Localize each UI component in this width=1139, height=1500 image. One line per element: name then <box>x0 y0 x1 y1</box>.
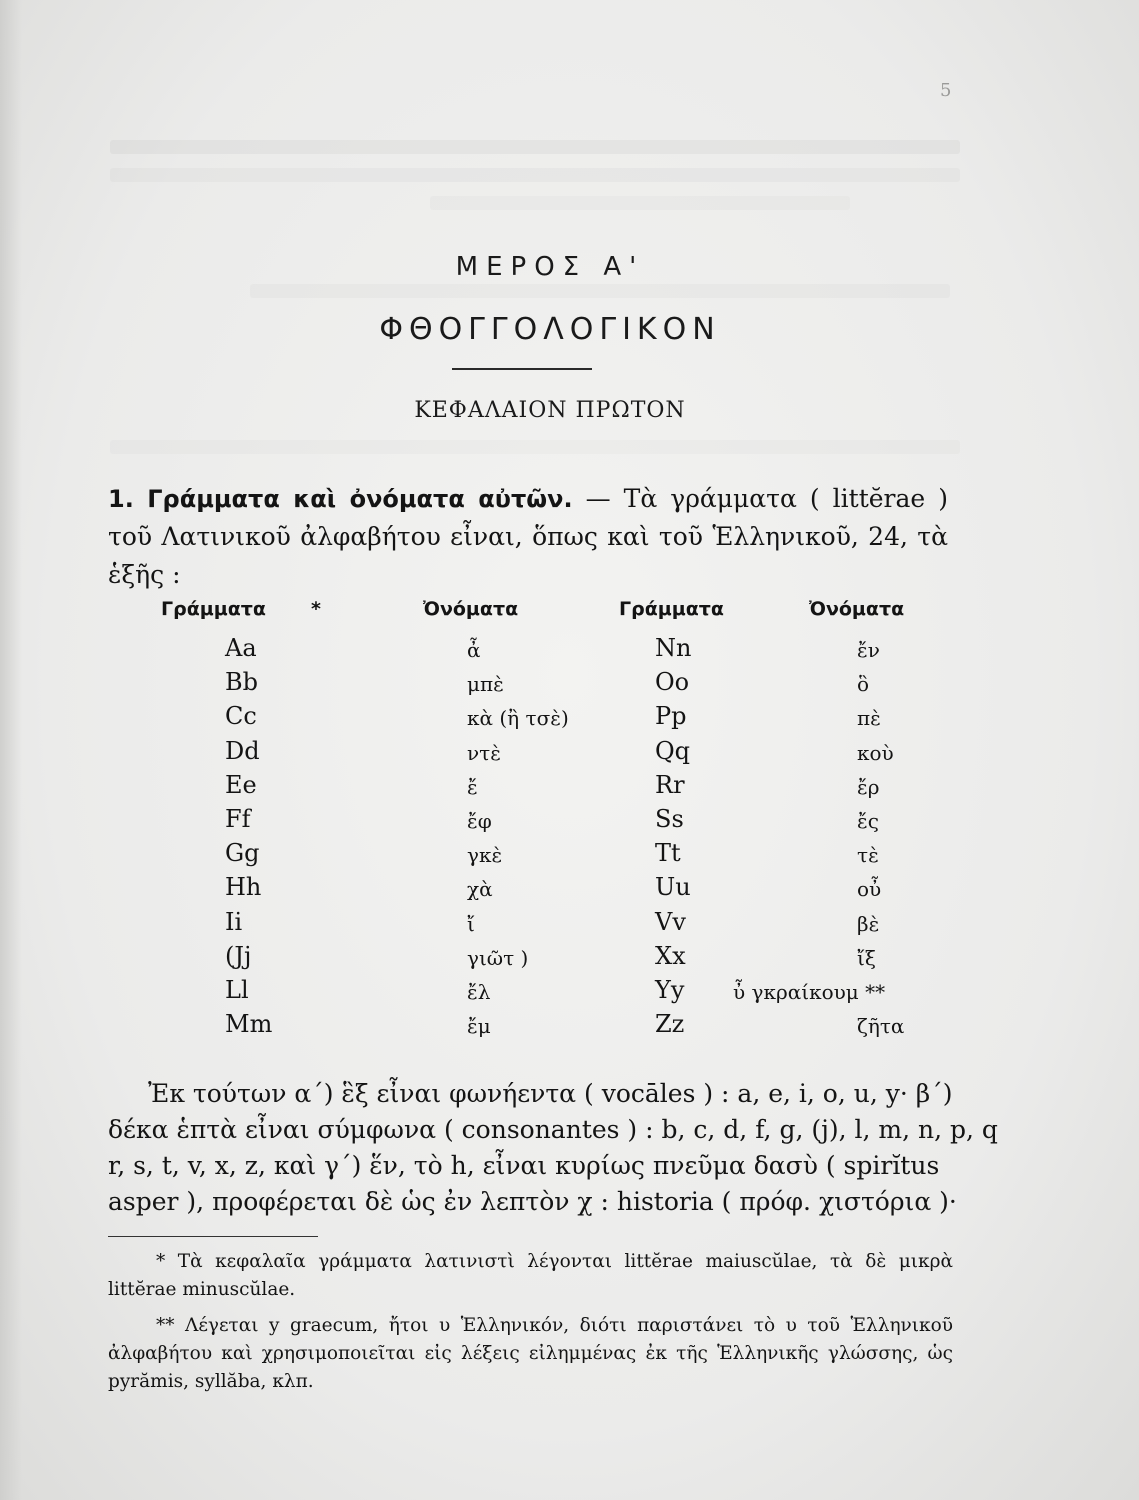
show-through-bleed <box>250 284 950 298</box>
name-cell: ἔφ <box>467 808 492 833</box>
letter-cell: Aa <box>225 634 257 662</box>
header-letters: Γράμματα <box>161 598 266 620</box>
name-cell: οὖ <box>857 877 882 902</box>
name-cell: ἴ <box>467 911 475 936</box>
name-cell: ἆ <box>467 638 481 662</box>
chapter-title: ΚΕΦΑΛΑΙΟΝ ΠΡΩΤΟΝ <box>414 398 686 423</box>
letter-cell: Rr <box>655 770 685 799</box>
show-through-bleed <box>110 140 960 154</box>
header-names: Ὀνόματα <box>423 598 519 620</box>
table-row <box>155 769 945 803</box>
name-cell: ἔ <box>467 774 478 799</box>
name-cell: ἴξ <box>857 945 876 970</box>
part-name: ΦΘΟΓΓΟΛΟΓΙΚΟΝ <box>379 312 721 347</box>
table-row <box>155 700 945 734</box>
letter-cell: Ii <box>225 907 243 936</box>
table-row <box>155 871 945 905</box>
footnotes <box>108 1248 953 1396</box>
letter-cell: Dd <box>225 736 260 765</box>
alphabet-table <box>155 596 945 1042</box>
table-row <box>155 837 945 871</box>
footnote-1: * Τὰ κεφαλαῖα γράμματα λατινιστὶ λέγονται littĕrae maiuscŭlae, τὰ δὲ μικρὰ littĕrae minuscŭlae. <box>108 1251 953 1300</box>
letter-cell: Ll <box>225 975 249 1004</box>
table-row <box>155 940 945 974</box>
table-row <box>155 803 945 837</box>
paragraph-line: Ἐκ τούτων α΄) ἓξ εἶναι φωνήεντα ( vocāles ) : a, e, i, o, u, y· β΄) <box>148 1079 953 1108</box>
name-cell: ἔν <box>857 638 880 662</box>
show-through-bleed <box>430 196 850 210</box>
name-cell: ὃ <box>857 672 870 697</box>
alphabet-table-header <box>155 596 945 632</box>
name-cell: γκὲ <box>467 843 503 868</box>
paragraph-line: δέκα ἑπτὰ εἶναι σύμφωνα ( consonantes ) : b, c, d, f, g, (j), l, m, n, p, q <box>108 1115 998 1144</box>
table-row <box>155 666 945 700</box>
name-cell: ἔρ <box>857 774 880 799</box>
name-cell: ντὲ <box>467 740 501 765</box>
name-cell: γιῶτ ) <box>467 945 529 970</box>
name-cell: ἔμ <box>467 1014 491 1039</box>
letter-cell: Yy <box>655 975 685 1004</box>
letter-cell: Tt <box>655 839 681 868</box>
section-heading: 1. Γράμματα καὶ ὀνόματα αὐτῶν. <box>108 485 573 513</box>
table-row <box>155 1008 945 1042</box>
name-cell: πὲ <box>857 706 881 731</box>
name-cell: ὖ γκραίκουμ ** <box>733 979 886 1004</box>
header-footnote-mark: * <box>311 598 321 620</box>
letter-cell: Qq <box>655 736 691 765</box>
letter-cell: Uu <box>655 873 691 902</box>
letter-cell: (Jj <box>225 941 252 970</box>
intro-text: — Τὰ γράμματα ( littĕrae ) τοῦ Λατινικοῦ ἀλφαβήτου εἶναι, ὅπως καὶ τοῦ Ἑλληνικοῦ, 24, τὰ ἑξῆς : <box>108 484 948 589</box>
letter-cell: Pp <box>655 702 687 731</box>
table-row <box>155 974 945 1008</box>
paragraph-line: r, s, t, v, x, z, καὶ γ΄) ἕν, τὸ h, εἶναι κυρίως πνεῦμα δασὺ ( spirĭtus <box>108 1151 940 1180</box>
name-cell: ἔς <box>857 808 879 833</box>
table-row <box>155 632 945 666</box>
name-cell: κὰ (ἢ τσὲ) <box>467 706 569 731</box>
name-cell: ἔλ <box>467 979 491 1004</box>
vowels-paragraph <box>108 1076 998 1220</box>
part-title: ΜΕΡΟΣ Α' <box>455 252 645 282</box>
name-cell: μπὲ <box>467 672 504 697</box>
name-cell: χὰ <box>467 877 493 902</box>
intro-paragraph <box>108 480 948 594</box>
page-edge-shadow <box>0 0 22 1500</box>
letter-cell: Xx <box>655 941 686 970</box>
name-cell: ζῆτα <box>857 1014 905 1039</box>
letter-cell: Hh <box>225 873 262 902</box>
table-row <box>155 735 945 769</box>
letter-cell: Oo <box>655 668 690 697</box>
paragraph-line: asper ), προφέρεται δὲ ὡς ἐν λεπτὸν χ : historia ( πρόφ. χιστόρια )· <box>108 1187 957 1216</box>
letter-cell: Ss <box>655 804 684 833</box>
name-cell: κοὺ <box>857 740 894 765</box>
letter-cell: Vv <box>655 907 686 936</box>
letter-cell: Nn <box>655 634 692 662</box>
show-through-bleed <box>110 168 960 182</box>
page-number: 5 <box>940 80 952 101</box>
header-letters-2: Γράμματα <box>619 598 724 620</box>
name-cell: τὲ <box>857 843 879 868</box>
letter-cell: Gg <box>225 839 260 868</box>
name-cell: βὲ <box>857 911 880 936</box>
table-row <box>155 906 945 940</box>
footnote-2: ** Λέγεται y graecum, ἤτοι υ Ἑλληνικόν, διότι παριστάνει τὸ υ τοῦ Ἑλληνικοῦ ἀλφαβήτου καὶ χρησιμοποιεῖται εἰς λέξεις εἰλημμένας ἐκ τῆς Ἑλληνικῆς γλώσσης, ὡς pyrămis, syllăba, κλπ. <box>108 1315 953 1392</box>
letter-cell: Ff <box>225 804 251 833</box>
letter-cell: Cc <box>225 702 257 731</box>
header-names-2: Ὀνόματα <box>809 598 905 620</box>
show-through-bleed <box>110 440 960 454</box>
footnote-separator <box>108 1236 318 1237</box>
letter-cell: Mm <box>225 1010 273 1039</box>
letter-cell: Bb <box>225 668 258 697</box>
letter-cell: Ee <box>225 770 257 799</box>
letter-cell: Zz <box>655 1010 685 1039</box>
title-rule <box>452 368 592 370</box>
